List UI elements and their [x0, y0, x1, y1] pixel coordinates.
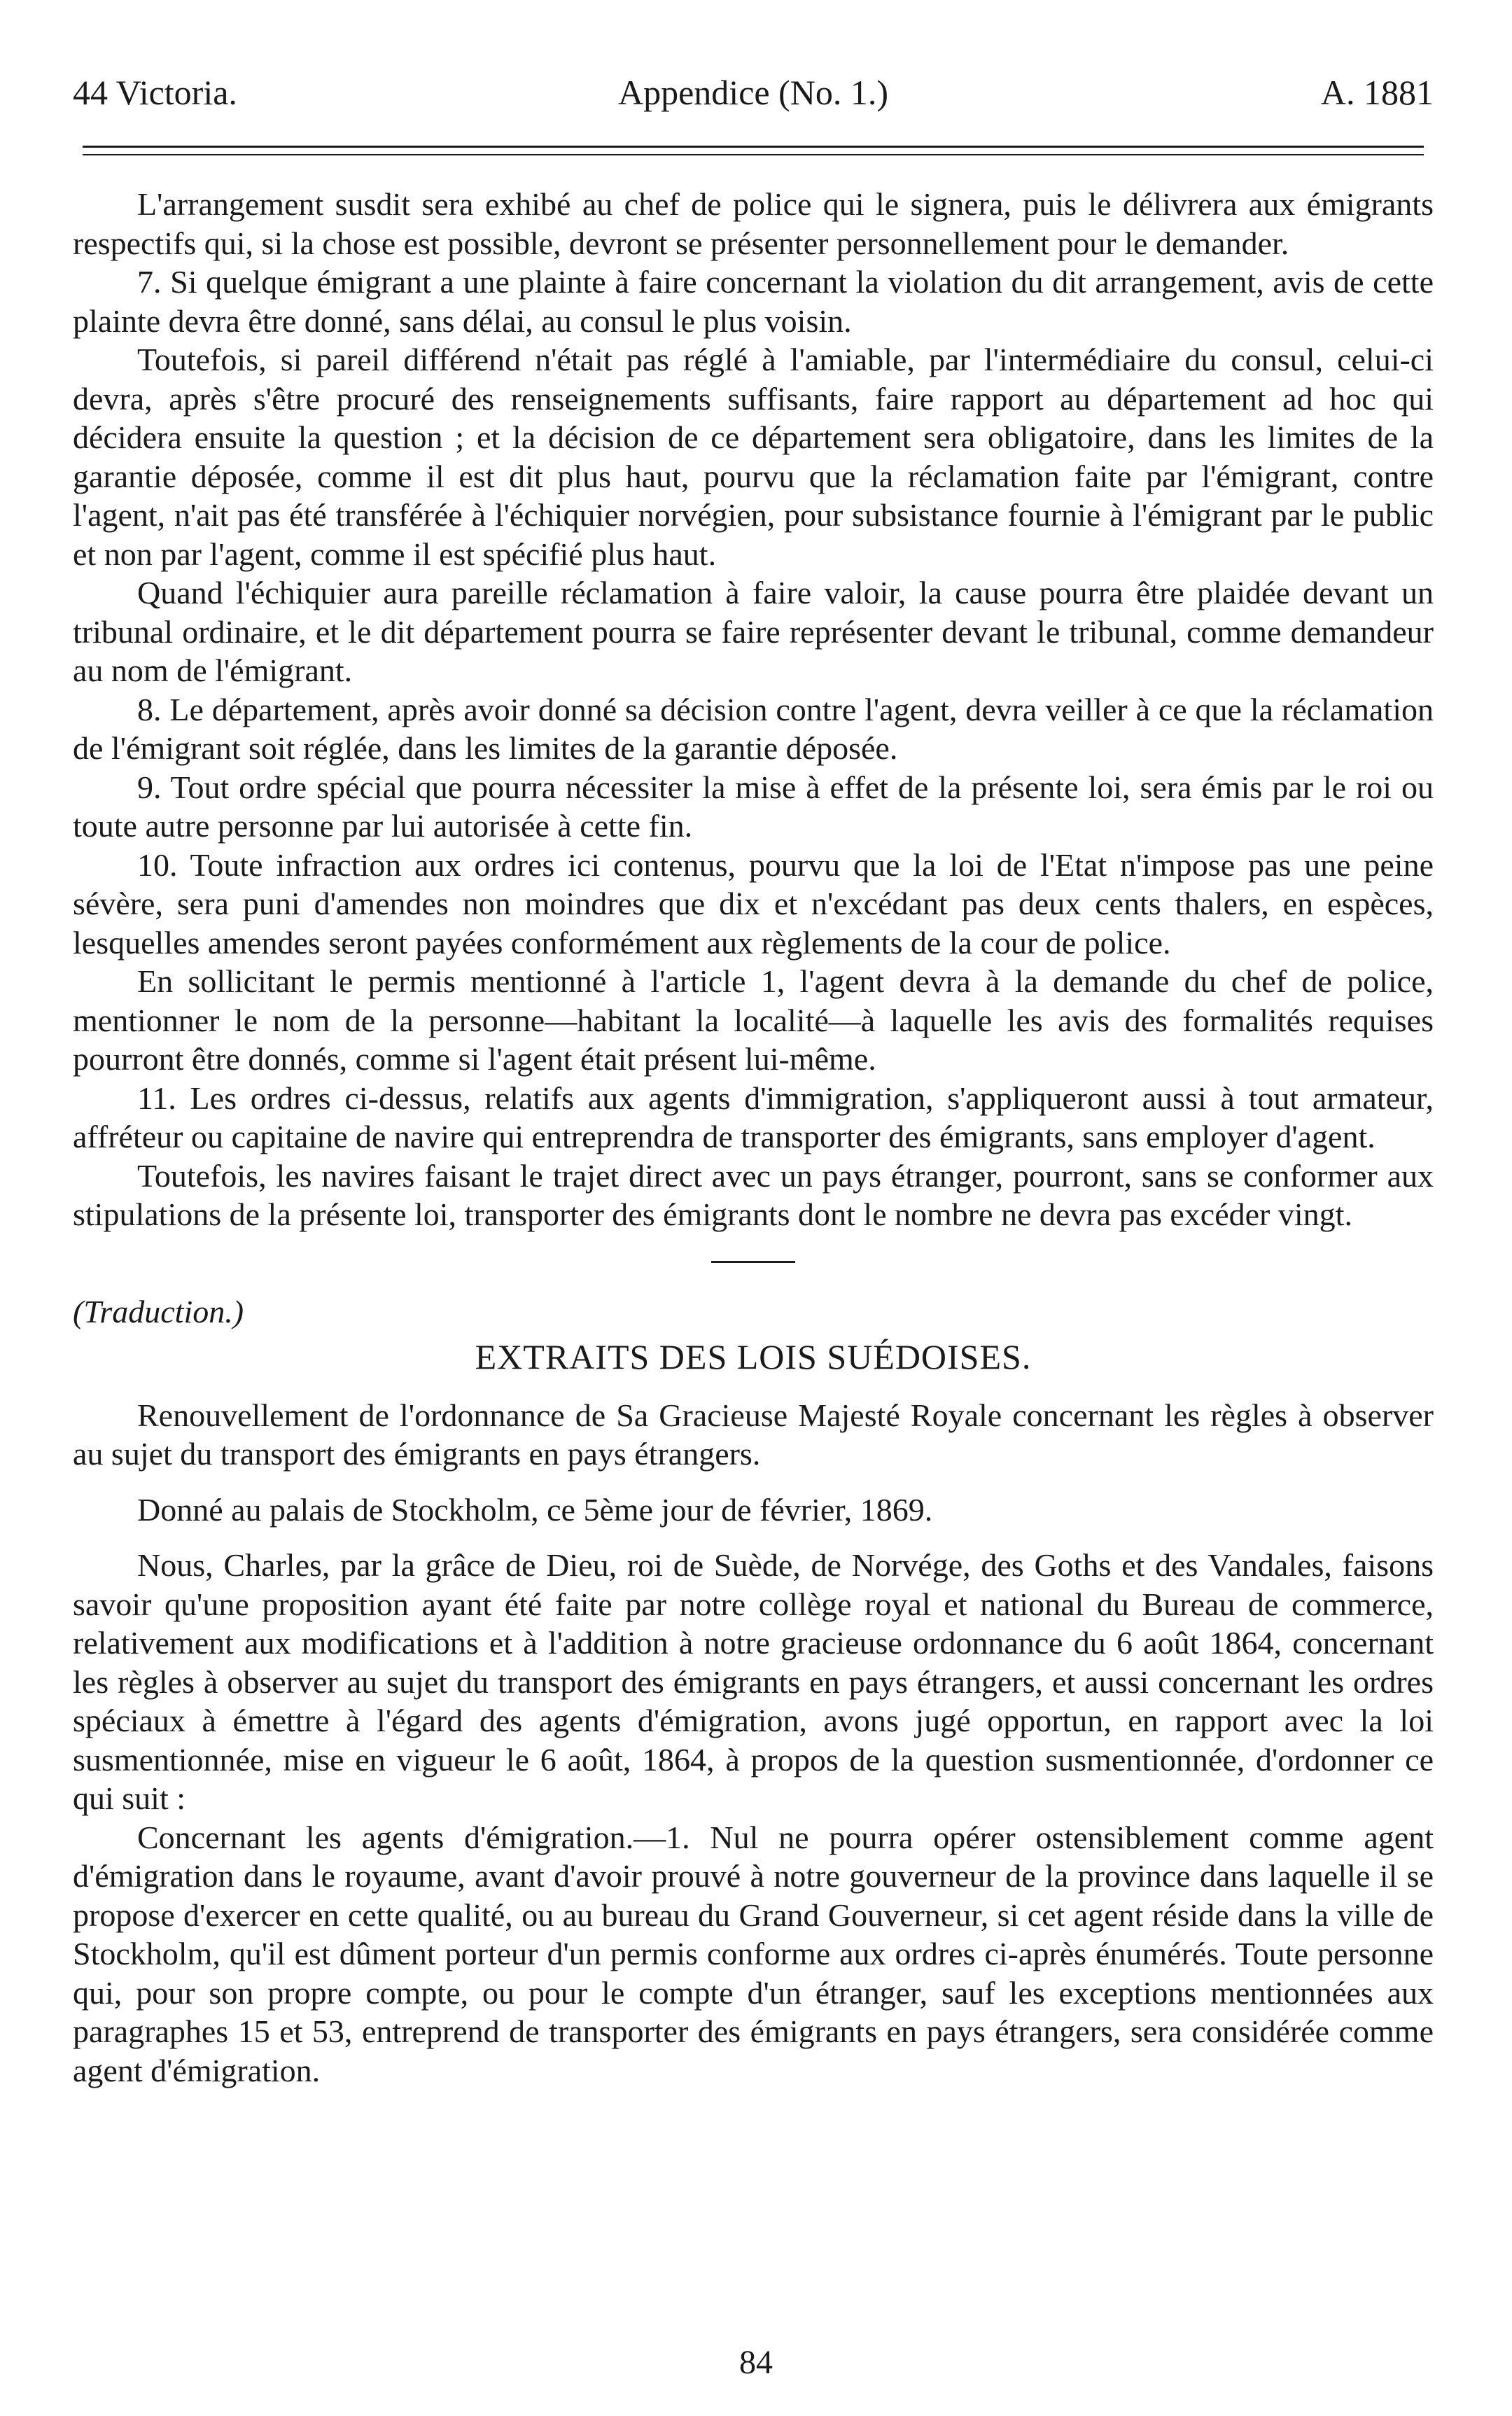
- paragraph: Toutefois, si pareil différend n'était pas réglé à l'amiable, par l'intermédiaire du consul, celui-ci devra, après s'être procuré des renseignements suffisants, faire rapport au département ad hoc qui décidera ensuite la question ; et la décision de ce département sera obligatoire, dans les limites de la garantie déposée, comme il est dit plus haut, pourvu que la réclamation faite par l'émigrant, contre l'agent, n'ait pas été transférée à l'échiquier norvégien, pour subsistance fournie à l'émigrant par le public et non par l'agent, comme il est spécifié plus haut.: [73, 342, 1434, 572]
- traduction-row: [73, 1292, 1434, 1336]
- header-left: 44 Victoria.: [73, 73, 237, 112]
- paragraph: En sollicitant le permis mentionné à l'article 1, l'agent devra à la demande du chef de police, mentionner le nom de la personne—habitant la localité—à laquelle les avis des formalités requises pourront être donnés, comme si l'agent était présent lui-même.: [73, 963, 1434, 1077]
- paragraph-article-10: 10. Toute infraction aux ordres ici contenus, pourvu que la loi de l'Etat n'impose pas une peine sévère, sera puni d'amendes non moindres que dix et n'excédant pas deux cents thalers, en espèces, lesquelles amendes seront payées conformément aux règlements de la cour de police.: [73, 846, 1434, 961]
- header-double-rule: [83, 146, 1424, 155]
- section-divider: [711, 1261, 795, 1263]
- paragraph: Renouvellement de l'ordonnance de Sa Gracieuse Majesté Royale concernant les règles à observer au sujet du transport des émigrants en pays étrangers.: [73, 1397, 1434, 1472]
- traduction-label: (Traduction.): [73, 1293, 244, 1329]
- header-rule-top: [83, 146, 1424, 148]
- paragraph-article-8: 8. Le département, après avoir donné sa décision contre l'agent, devra veiller à ce que la réclamation de l'émigrant soit réglée, dans les limites de la garantie déposée.: [73, 691, 1434, 766]
- paragraph: Quand l'échiquier aura pareille réclamation à faire valoir, la cause pourra être plaidée devant un tribunal ordinaire, et le dit département pourra se faire représenter devant le tribunal, comme demandeur au nom de l'émigrant.: [73, 575, 1434, 688]
- header-rule-bottom: [83, 154, 1424, 155]
- paragraph-article-7: 7. Si quelque émigrant a une plainte à faire concernant la violation du dit arrangement, avis de cette plainte devra être donné, sans délai, au consul le plus voisin.: [73, 264, 1434, 339]
- paragraph-article-1: Concernant les agents d'émigration.—1. Nul ne pourra opérer ostensiblement comme agent d'émigration dans le royaume, avant d'avoir prouvé à notre gouverneur de la province dans laquelle il se propose d'exercer en cette qualité, ou au bureau du Grand Gouverneur, si cet agent réside dans la ville de Stockholm, qu'il est dûment porteur d'un permis conforme aux ordres ci-après énumérés. Toute personne qui, pour son propre compte, ou pour le compte d'un étranger, sauf les exceptions mentionnées aux paragraphes 15 et 53, entreprend de transporter des émigrants en pays étrangers, sera considérée comme agent d'émigration.: [73, 1819, 1434, 2088]
- paragraph-article-11: 11. Les ordres ci-dessus, relatifs aux agents d'immigration, s'appliqueront aussi à tout armateur, affréteur ou capitaine de navire qui entreprendra de transporter des émigrants, sans employer d'agent.: [73, 1080, 1434, 1154]
- page-number: 84: [739, 2344, 773, 2381]
- section-title: EXTRAITS DES LOIS SUÉDOISES.: [475, 1336, 1032, 1376]
- header-center: Appendice (No. 1.): [618, 73, 888, 112]
- paragraph-date: Donné au palais de Stockholm, ce 5ème jour de février, 1869.: [137, 1491, 933, 1528]
- paragraph: L'arrangement susdit sera exhibé au chef de police qui le signera, puis le délivrera aux émigrants respectifs qui, si la chose est possible, devront se présenter personnellement pour le demander.: [73, 186, 1434, 261]
- page-body: [73, 185, 1434, 2090]
- paragraph-article-9: 9. Tout ordre spécial que pourra nécessiter la mise à effet de la présente loi, sera émis par le roi ou toute autre personne par lui autorisée à cette fin.: [73, 769, 1434, 844]
- header-right: A. 1881: [1320, 73, 1434, 112]
- paragraph: Toutefois, les navires faisant le trajet direct avec un pays étranger, pourront, sans se conformer aux stipulations de la présente loi, transporter des émigrants dont le nombre ne devra pas excéder vingt.: [73, 1157, 1434, 1232]
- page-header: [73, 64, 1434, 120]
- paragraph: Nous, Charles, par la grâce de Dieu, roi de Suède, de Norvége, des Goths et des Vandales, faisons savoir qu'une proposition ayant été faite par notre collège royal et national du Bureau de commerce, relativement aux modifications et à l'addition à notre gracieuse ordonnance du 6 août 1864, concernant les règles à observer au sujet du transport des émigrants en pays étrangers, et aussi concernant les ordres spéciaux à émettre à l'égard des agents d'émigration, avons jugé opportun, en rapport avec la loi susmentionnée, mise en vigueur le 6 août, 1864, à propos de la question susmentionnée, d'ordonner ce qui suit :: [73, 1547, 1434, 1816]
